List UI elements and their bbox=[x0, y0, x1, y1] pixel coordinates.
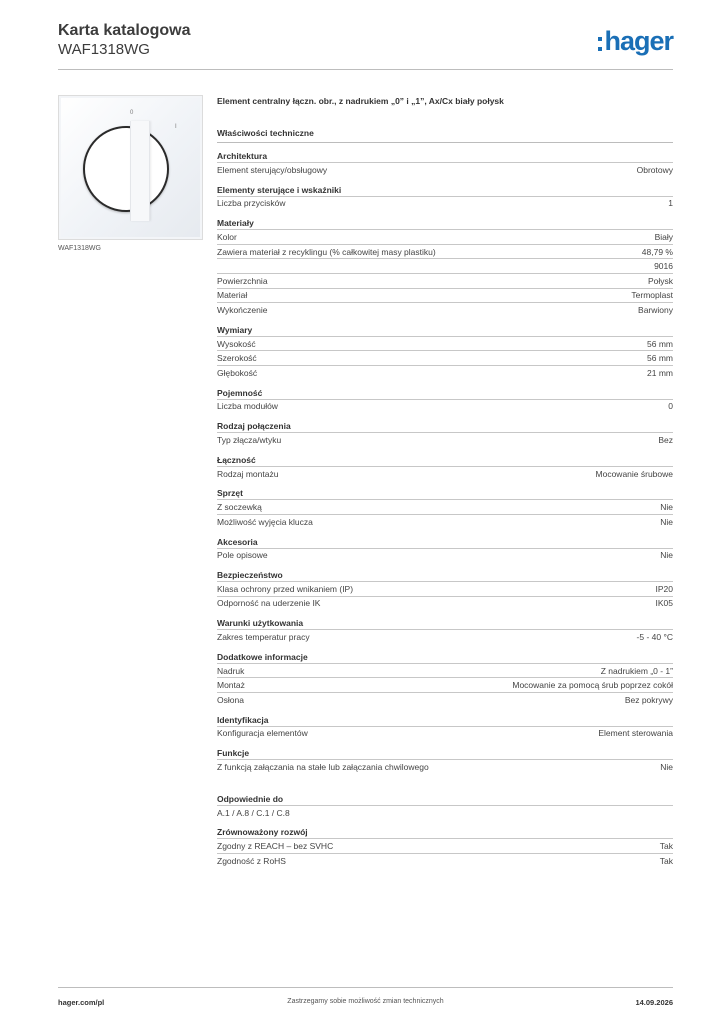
property-value: Nie bbox=[660, 550, 673, 561]
property-row bbox=[217, 838, 673, 853]
property-value: Mocowanie za pomocą śrub poprzez cokół bbox=[512, 680, 673, 691]
property-row bbox=[217, 432, 673, 447]
property-row bbox=[217, 244, 673, 259]
page-footer bbox=[58, 987, 673, 1007]
property-value: Tak bbox=[659, 855, 673, 866]
property-row bbox=[217, 336, 673, 351]
group-title: Akcesoria bbox=[217, 536, 258, 547]
group-title: Pojemność bbox=[217, 387, 263, 398]
property-value: Biały bbox=[654, 231, 673, 242]
property-label: Odporność na uderzenie IK bbox=[217, 598, 321, 609]
property-label: Klasa ochrony przed wnikaniem (IP) bbox=[217, 583, 354, 594]
property-label: Typ złącza/wtyku bbox=[217, 434, 282, 445]
footer-website[interactable]: hager.com/pl bbox=[58, 998, 105, 1007]
property-group bbox=[217, 748, 673, 774]
property-row bbox=[217, 853, 673, 868]
print-mark-1: I bbox=[175, 124, 177, 130]
property-label: Liczba przycisków bbox=[217, 198, 286, 209]
property-row bbox=[217, 162, 673, 177]
property-row bbox=[217, 466, 673, 481]
image-caption: WAF1318WG bbox=[58, 245, 101, 252]
property-group bbox=[217, 325, 673, 380]
property-group bbox=[217, 151, 673, 177]
document-title: Karta katalogowa bbox=[58, 22, 191, 39]
property-group bbox=[217, 488, 673, 528]
property-label: Element sterujący/obsługowy bbox=[217, 164, 328, 175]
property-value: 21 mm bbox=[647, 367, 673, 378]
property-value: 56 mm bbox=[647, 353, 673, 364]
property-label: Kolor bbox=[217, 231, 237, 242]
property-value: 0 bbox=[668, 401, 673, 412]
property-group bbox=[217, 421, 673, 447]
property-row bbox=[217, 350, 673, 365]
property-value: Barwiony bbox=[638, 304, 673, 315]
property-group bbox=[217, 794, 673, 820]
property-value: Obrotowy bbox=[636, 164, 673, 175]
property-value: Element sterowania bbox=[598, 728, 673, 739]
property-label: Zawiera materiał z recyklingu (% całkowitej masy plastiku) bbox=[217, 246, 436, 257]
property-row bbox=[217, 229, 673, 244]
property-value: Nie bbox=[660, 502, 673, 513]
property-label: Z funkcją załączania na stałe lub załączania chwilowego bbox=[217, 762, 429, 773]
property-group bbox=[217, 185, 673, 211]
property-row bbox=[217, 663, 673, 678]
property-label: Osłona bbox=[217, 694, 244, 705]
property-value: 48,79 % bbox=[641, 246, 673, 257]
property-value: 1 bbox=[668, 198, 673, 209]
group-title: Łączność bbox=[217, 454, 256, 465]
property-row bbox=[217, 726, 673, 741]
group-title: Warunki użytkowania bbox=[217, 618, 304, 629]
property-group bbox=[217, 827, 673, 867]
property-row bbox=[217, 499, 673, 514]
property-row bbox=[217, 258, 673, 273]
property-value: 56 mm bbox=[647, 338, 673, 349]
property-group bbox=[217, 218, 673, 317]
property-label: Zgodność z RoHS bbox=[217, 855, 286, 866]
property-label: Wykończenie bbox=[217, 304, 268, 315]
property-row bbox=[217, 581, 673, 596]
group-title: Sprzęt bbox=[217, 488, 243, 499]
property-row bbox=[217, 677, 673, 692]
property-value: Połysk bbox=[647, 275, 673, 286]
property-row bbox=[217, 302, 673, 317]
property-row bbox=[217, 514, 673, 529]
group-title: Dodatkowe informacje bbox=[217, 651, 308, 662]
property-label: Głębokość bbox=[217, 367, 258, 378]
property-value: Mocowanie śrubowe bbox=[595, 468, 673, 479]
property-label: Montaż bbox=[217, 680, 245, 691]
knob-grip bbox=[130, 121, 150, 221]
property-label: Rodzaj montażu bbox=[217, 468, 279, 479]
property-label: Z soczewką bbox=[217, 502, 262, 513]
property-label: Konfiguracja elementów bbox=[217, 728, 308, 739]
property-value: Bez bbox=[658, 434, 673, 445]
property-label: Szerokość bbox=[217, 353, 257, 364]
property-group bbox=[217, 455, 673, 481]
property-label: Zakres temperatur pracy bbox=[217, 632, 310, 643]
property-group bbox=[217, 570, 673, 610]
group-title: Elementy sterujące i wskaźniki bbox=[217, 184, 342, 195]
rotary-knob-icon bbox=[83, 126, 169, 212]
property-row bbox=[217, 805, 673, 820]
property-value: Nie bbox=[660, 516, 673, 527]
properties-heading: Właściwości techniczne bbox=[217, 128, 673, 143]
property-row bbox=[217, 288, 673, 303]
property-value: -5 - 40 °C bbox=[636, 632, 673, 643]
property-row bbox=[217, 273, 673, 288]
property-row bbox=[217, 629, 673, 644]
print-mark-0: 0 bbox=[130, 110, 134, 116]
property-row bbox=[217, 692, 673, 707]
property-row bbox=[217, 548, 673, 563]
product-image-background bbox=[61, 98, 200, 237]
property-label: Wysokość bbox=[217, 338, 256, 349]
group-title: Identyfikacja bbox=[217, 714, 269, 725]
group-title: Materiały bbox=[217, 218, 254, 229]
property-value: Z nadrukiem „0 - 1” bbox=[600, 665, 673, 676]
property-value: Tak bbox=[659, 841, 673, 852]
group-title: Rodzaj połączenia bbox=[217, 421, 291, 432]
property-value: Nie bbox=[660, 762, 673, 773]
group-title: Architektura bbox=[217, 151, 268, 161]
property-label: Możliwość wyjęcia klucza bbox=[217, 516, 313, 527]
logo-text: hager bbox=[604, 26, 673, 56]
group-title: Odpowiednie do bbox=[217, 793, 284, 804]
property-label: Liczba modułów bbox=[217, 401, 278, 412]
property-value: Termoplast bbox=[631, 290, 673, 301]
group-title: Funkcje bbox=[217, 748, 250, 759]
page-header bbox=[58, 20, 673, 70]
property-value: IP20 bbox=[655, 583, 673, 594]
property-groups bbox=[217, 151, 673, 868]
property-row bbox=[217, 196, 673, 211]
property-group bbox=[217, 388, 673, 414]
hager-logo bbox=[598, 26, 673, 57]
property-label: Powierzchnia bbox=[217, 275, 268, 286]
property-value: Bez pokrywy bbox=[624, 694, 673, 705]
footer-date: 14.09.2026 bbox=[635, 998, 673, 1007]
property-row bbox=[217, 596, 673, 611]
property-group bbox=[217, 652, 673, 707]
footer-notice: Zastrzegamy sobie możliwość zmian technicznych bbox=[287, 998, 444, 1005]
specification-panel bbox=[217, 96, 673, 868]
property-value: 9016 bbox=[654, 261, 673, 272]
property-label: Pole opisowe bbox=[217, 550, 268, 561]
logo-dots-icon bbox=[598, 37, 602, 51]
property-group bbox=[217, 537, 673, 563]
property-label: Nadruk bbox=[217, 665, 245, 676]
property-row bbox=[217, 365, 673, 380]
property-group bbox=[217, 618, 673, 644]
property-label: Zgodny z REACH – bez SVHC bbox=[217, 841, 334, 852]
product-description: Element centralny łączn. obr., z nadrukiem „0” i „1”, Ax/Cx biały połysk bbox=[217, 96, 504, 106]
property-value: IK05 bbox=[655, 598, 673, 609]
group-title: Bezpieczeństwo bbox=[217, 570, 283, 581]
group-title: Wymiary bbox=[217, 324, 253, 335]
property-label: A.1 / A.8 / C.1 / C.8 bbox=[217, 807, 290, 818]
property-label: Materiał bbox=[217, 290, 248, 301]
property-row bbox=[217, 399, 673, 414]
group-title: Zrównoważony rozwój bbox=[217, 827, 308, 838]
property-row bbox=[217, 759, 673, 774]
product-code: WAF1318WG bbox=[58, 41, 150, 58]
property-group bbox=[217, 715, 673, 741]
product-image bbox=[58, 95, 203, 240]
